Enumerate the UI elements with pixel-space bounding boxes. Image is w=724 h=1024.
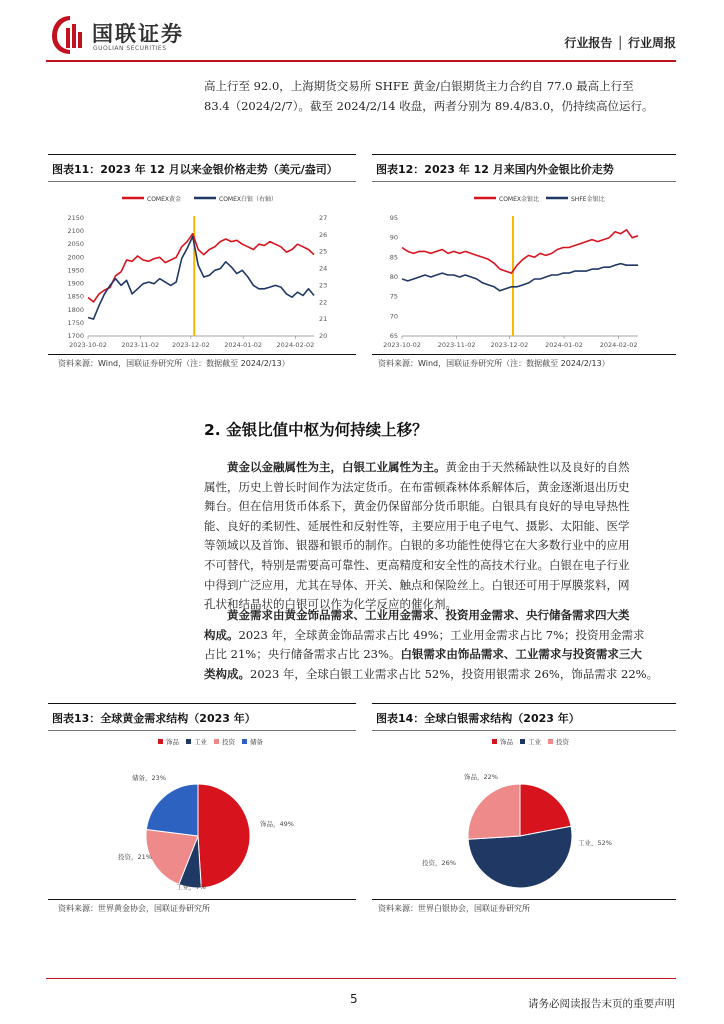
y-tick-label: 95 bbox=[389, 214, 398, 222]
fig13-title: 图表13：全球黄金需求结构（2023 年） bbox=[52, 712, 256, 725]
legend-swatch bbox=[186, 739, 191, 744]
para2-line: 占比 21%；央行储备需求占比 23%。 bbox=[204, 647, 401, 662]
y-tick-label: 2150 bbox=[67, 214, 84, 222]
y-right-tick-label: 20 bbox=[319, 332, 328, 340]
para2-bold-mid2: 类构成。 bbox=[204, 666, 250, 681]
pie-slice bbox=[468, 784, 520, 839]
fig14-source: 资料来源：世界白银协会，国联证券研究所 bbox=[378, 904, 530, 913]
x-tick-label: 2024-01-02 bbox=[545, 341, 583, 349]
para2-lead: 黄金需求由黄金饰品需求、工业用金需求、投资用金需求、央行储备需求四大类 bbox=[227, 608, 630, 622]
para1-line: 黄金由于天然稀缺性以及良好的自然 bbox=[445, 460, 630, 474]
fig13-top-rule bbox=[48, 703, 356, 704]
fig13-source: 资料来源：世界黄金协会，国联证券研究所 bbox=[58, 904, 210, 913]
gold-demand-pie-chart bbox=[48, 733, 356, 898]
intro-line: 83.4（2024/2/7）。截至 2024/2/14 收盘，两者分别为 89.4/83.0，仍持续高位运行。 bbox=[204, 98, 654, 113]
silver-demand-pie-chart bbox=[372, 733, 676, 898]
series-line bbox=[402, 264, 638, 291]
fig11-top-rule bbox=[48, 154, 356, 155]
header-rule bbox=[46, 60, 676, 62]
y-right-tick-label: 23 bbox=[319, 281, 328, 290]
para1-line: 能、良好的柔韧性、延展性和反射性等，主要应用于电子电气、摄影、太阳能、医学 bbox=[204, 518, 630, 533]
para2-line: 2023 年，全球白银工业需求占比 52%，投资用银需求 26%，饰品需求 22%。 bbox=[250, 666, 659, 681]
fig12-top-rule bbox=[372, 154, 676, 155]
legend-label: 投资 bbox=[222, 738, 235, 746]
fig12-bottom-rule bbox=[372, 354, 676, 355]
x-tick-label: 2023-10-02 bbox=[69, 341, 107, 349]
legend-swatch bbox=[214, 739, 219, 744]
pie-slice bbox=[198, 784, 250, 888]
para1-line: 中得到广泛应用，尤其在导体、开关、触点和保险丝上。白银还可用于厚膜浆料，网 bbox=[204, 577, 630, 592]
legend-label: 储备 bbox=[250, 738, 263, 746]
legend-label: SHFE金银比 bbox=[571, 196, 605, 203]
paragraph-1 bbox=[204, 458, 674, 615]
x-tick-label: 2023-10-02 bbox=[383, 341, 421, 349]
legend-swatch bbox=[242, 739, 247, 744]
fig14-title: 图表14：全球白银需求结构（2023 年） bbox=[376, 712, 580, 725]
slice-label: 饰品，49% bbox=[260, 820, 294, 828]
y-tick-label: 1950 bbox=[67, 266, 84, 275]
fig14-top-rule bbox=[372, 703, 676, 704]
x-tick-label: 2023-12-02 bbox=[171, 341, 210, 349]
paragraph-2 bbox=[204, 606, 674, 684]
y-right-tick-label: 25 bbox=[319, 247, 328, 256]
legend-label: COMEX黄金 bbox=[147, 196, 181, 203]
fig13-bottom-rule bbox=[48, 899, 356, 900]
para1-line: 等领域以及首饰、银器和银币的制作。白银的多功能性使得它在大多数行业中的应用 bbox=[204, 538, 630, 553]
para2-bold-mid: 白银需求由饰品需求、工业需求与投资需求三大 bbox=[400, 647, 642, 662]
x-tick-label: 2024-02-02 bbox=[276, 341, 315, 349]
legend-label: COMEX白银（右轴） bbox=[219, 196, 277, 203]
para1-line: 属性，历史上曾长时间作为法定货币。在布雷顿森林体系解体后，黄金逐渐退出历史 bbox=[204, 479, 630, 494]
para1-line: 不可替代，特别是需要高可靠性、更高精度和安全性的高技术行业。白银在电子行业 bbox=[204, 557, 630, 572]
fig11-title-rule bbox=[48, 181, 356, 182]
para1-line: 孔状和结晶状的白银可以作为化学反应的催化剂。 bbox=[204, 597, 457, 612]
y-tick-label: 1750 bbox=[67, 318, 84, 327]
legend-swatch bbox=[492, 739, 497, 744]
legend-label: 投资 bbox=[556, 738, 569, 746]
x-tick-label: 2023-11-02 bbox=[437, 341, 476, 349]
logo-en: GUOLIAN SECURITIES bbox=[93, 45, 167, 52]
section-title: 2. 金银比值中枢为何持续上移？ bbox=[204, 421, 428, 439]
y-tick-label: 2050 bbox=[67, 240, 84, 249]
report-type: 行业报告 │ 行业周报 bbox=[564, 36, 676, 50]
fig12-title-rule bbox=[372, 181, 676, 182]
gold-silver-ratio-chart bbox=[372, 184, 676, 354]
y-right-tick-label: 21 bbox=[319, 315, 328, 324]
logo-name: 国联证券 bbox=[92, 22, 184, 46]
page-number: 5 bbox=[350, 992, 358, 1006]
footer-disclaimer: 请务必阅读报告末页的重要声明 bbox=[528, 998, 675, 1010]
y-tick-label: 70 bbox=[389, 312, 398, 321]
y-right-tick-label: 22 bbox=[319, 298, 328, 307]
x-tick-label: 2024-02-02 bbox=[599, 341, 638, 349]
fig11-title: 图表11：2023 年 12 月以来金银价格走势（美元/盎司） bbox=[52, 163, 338, 176]
fig12-source: 资料来源：Wind，国联证券研究所（注：数据截至 2024/2/13） bbox=[378, 359, 610, 368]
series-line bbox=[88, 237, 314, 320]
y-right-tick-label: 24 bbox=[319, 264, 328, 273]
y-tick-label: 80 bbox=[389, 273, 398, 281]
y-right-tick-label: 27 bbox=[319, 214, 328, 222]
intro-paragraph bbox=[204, 77, 674, 116]
slice-label: 投资，21% bbox=[118, 853, 152, 861]
fig14-bottom-rule bbox=[372, 899, 676, 900]
y-right-tick-label: 26 bbox=[319, 230, 328, 239]
y-tick-label: 1900 bbox=[67, 279, 84, 288]
fig12-title: 图表12：2023 年 12 月来国内外金银比价走势 bbox=[376, 163, 614, 176]
y-tick-label: 85 bbox=[389, 253, 398, 262]
legend-label: 饰品 bbox=[166, 738, 179, 746]
legend-label: 工业 bbox=[528, 738, 541, 746]
y-tick-label: 1850 bbox=[67, 292, 84, 301]
guolian-logo-icon bbox=[50, 14, 90, 56]
slice-label: 储备，23% bbox=[132, 774, 166, 782]
series-line bbox=[402, 230, 638, 273]
legend-label: 饰品 bbox=[500, 738, 513, 746]
fig11-source: 资料来源：Wind，国联证券研究所（注：数据截至 2024/2/13） bbox=[58, 359, 290, 368]
fig11-bottom-rule bbox=[48, 354, 356, 355]
y-tick-label: 90 bbox=[389, 233, 398, 242]
slice-label: 饰品，22% bbox=[464, 773, 498, 781]
para2-lead2: 构成。 bbox=[204, 627, 239, 642]
gold-silver-price-chart bbox=[48, 184, 356, 354]
legend-swatch bbox=[520, 739, 525, 744]
y-tick-label: 75 bbox=[389, 292, 398, 301]
x-tick-label: 2023-11-02 bbox=[121, 341, 160, 349]
para1-line: 舞台。但在信用货币体系下，黄金仍保留部分货币职能。白银具有良好的导电导热性 bbox=[204, 499, 630, 514]
legend-swatch bbox=[548, 739, 553, 744]
y-tick-label: 1700 bbox=[67, 332, 84, 340]
slice-label: 投资，26% bbox=[422, 859, 456, 867]
y-tick-label: 65 bbox=[389, 332, 398, 340]
fig13-title-rule bbox=[48, 730, 356, 731]
fig14-title-rule bbox=[372, 730, 676, 731]
legend-label: COMEX金银比 bbox=[499, 196, 539, 203]
y-tick-label: 1800 bbox=[67, 305, 84, 314]
x-tick-label: 2023-12-02 bbox=[490, 341, 529, 349]
pie-slice bbox=[146, 784, 198, 836]
y-tick-label: 2100 bbox=[67, 227, 84, 236]
slice-label: 工业，52% bbox=[578, 839, 612, 847]
slice-label: 工业，7% bbox=[176, 883, 206, 891]
series-line bbox=[88, 234, 314, 302]
x-tick-label: 2024-01-02 bbox=[224, 341, 263, 349]
para1-lead: 黄金以金融属性为主，白银工业属性为主。 bbox=[227, 460, 446, 474]
legend-swatch bbox=[158, 739, 163, 744]
legend-label: 工业 bbox=[194, 738, 207, 746]
intro-line: 高上行至 92.0，上海期货交易所 SHFE 黄金/白银期货主力合约自 77.0 最高上行至 bbox=[204, 79, 634, 93]
y-tick-label: 2000 bbox=[67, 253, 84, 262]
para2-line: 2023 年，全球黄金饰品需求占比 49%；工业用金需求占比 7%；投资用金需求 bbox=[238, 627, 645, 642]
footer-rule bbox=[46, 978, 676, 979]
